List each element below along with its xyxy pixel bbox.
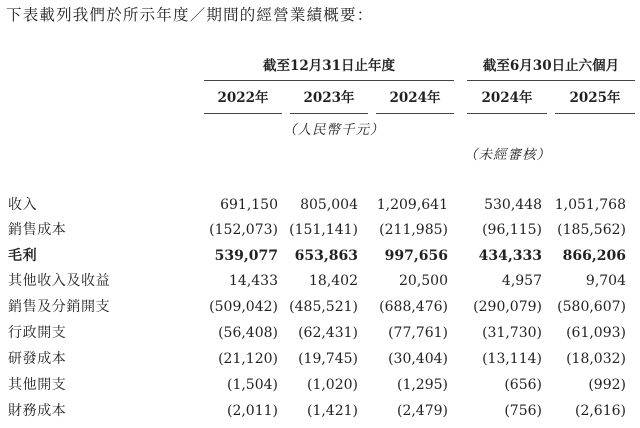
table-cell: (30,404)	[388, 351, 448, 367]
table-row	[0, 374, 640, 396]
year-header: 2023年	[290, 89, 368, 114]
intro-text: 下表載列我們於所示年度／期間的經營業績概要：	[6, 6, 374, 24]
table-cell: (290,079)	[473, 299, 542, 315]
table-cell: 4,957	[501, 273, 542, 289]
year-header: 2022年	[204, 89, 282, 114]
table-row	[0, 400, 640, 422]
audit-note: （未經審核）	[464, 147, 551, 163]
table-cell: (185,562)	[557, 222, 626, 238]
unit-note: （人民幣千元）	[283, 122, 385, 138]
table-cell: 866,206	[562, 248, 626, 264]
table-cell: (61,093)	[566, 325, 626, 341]
column-group-interim: 截至6月30日止六個月	[467, 56, 635, 81]
year-header: 2024年	[376, 89, 454, 114]
table-cell: (2,616)	[574, 403, 626, 419]
table-row	[0, 194, 640, 216]
table-cell: (688,476)	[379, 299, 448, 315]
table-cell: (62,431)	[298, 325, 358, 341]
row-label: 銷售及分銷開支	[8, 299, 111, 315]
table-cell: 20,500	[399, 273, 448, 289]
table-cell: (485,521)	[289, 299, 358, 315]
row-label: 行政開支	[8, 325, 67, 341]
table-cell: 530,448	[484, 197, 542, 213]
table-cell: (56,408)	[218, 325, 278, 341]
table-cell: 653,863	[294, 248, 358, 264]
table-row	[0, 348, 640, 370]
row-label: 銷售成本	[8, 222, 67, 238]
table-row	[0, 296, 640, 318]
table-cell: (21,120)	[218, 351, 278, 367]
table-cell: (509,042)	[209, 299, 278, 315]
table-cell: 14,433	[229, 273, 278, 289]
table-row	[0, 322, 640, 344]
table-cell: 997,656	[384, 248, 448, 264]
table-cell: (211,985)	[379, 222, 448, 238]
table-cell: (18,032)	[566, 351, 626, 367]
table-cell: (992)	[588, 377, 626, 393]
table-row	[0, 245, 640, 267]
table-cell: 805,004	[300, 197, 358, 213]
column-group-annual: 截至12月31日止年度	[204, 56, 454, 81]
row-label: 其他收入及收益	[8, 273, 111, 289]
table-cell: 18,402	[309, 273, 358, 289]
year-header: 2024年	[467, 89, 547, 114]
row-label: 毛利	[8, 248, 38, 264]
table-cell: (19,745)	[298, 351, 358, 367]
table-cell: (1,020)	[306, 377, 358, 393]
table-cell: 9,704	[585, 273, 626, 289]
table-cell: 691,150	[220, 197, 278, 213]
table-cell: 1,051,768	[554, 197, 626, 213]
table-cell: (1,504)	[226, 377, 278, 393]
table-cell: (13,114)	[482, 351, 542, 367]
table-cell: (580,607)	[557, 299, 626, 315]
table-cell: (77,761)	[388, 325, 448, 341]
table-cell: (1,295)	[396, 377, 448, 393]
row-label: 財務成本	[8, 403, 67, 419]
table-row	[0, 270, 640, 292]
table-cell: 1,209,641	[376, 197, 448, 213]
table-cell: (1,421)	[306, 403, 358, 419]
table-cell: (96,115)	[482, 222, 542, 238]
table-cell: (151,141)	[289, 222, 358, 238]
table-cell: (756)	[504, 403, 542, 419]
table-row	[0, 219, 640, 241]
row-label: 研發成本	[8, 351, 67, 367]
table-cell: (2,479)	[396, 403, 448, 419]
table-cell: 539,077	[214, 248, 278, 264]
table-cell: (2,011)	[226, 403, 278, 419]
table-cell: (656)	[504, 377, 542, 393]
year-header: 2025年	[555, 89, 635, 114]
table-cell: (152,073)	[209, 222, 278, 238]
row-label: 其他開支	[8, 377, 67, 393]
row-label: 收入	[8, 197, 38, 213]
table-cell: (31,730)	[482, 325, 542, 341]
table-cell: 434,333	[478, 248, 542, 264]
